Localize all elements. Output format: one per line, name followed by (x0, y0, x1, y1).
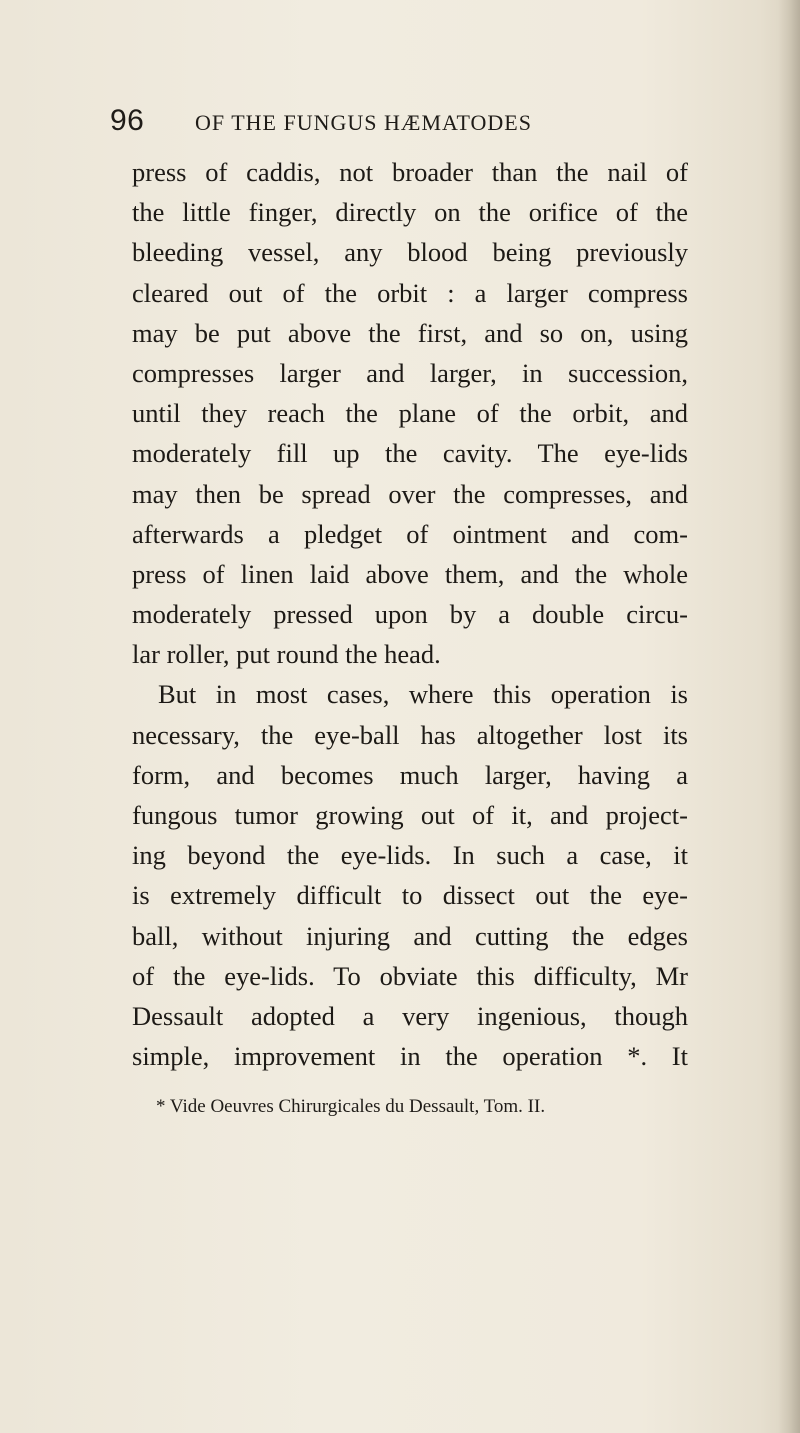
running-title: OF THE FUNGUS HÆMATODES (195, 110, 532, 135)
text-line: afterwards a pledget of ointment and com- (132, 518, 688, 549)
text-line: until they reach the plane of the orbit, and (132, 398, 688, 429)
text-line: bleeding vessel, any blood being previously (132, 237, 688, 268)
text-line: ball, without injuring and cutting the edges (132, 920, 688, 951)
text-line: is extremely difficult to dissect out the eye- (132, 880, 688, 911)
text-line: simple, improvement in the operation *. It (132, 1041, 688, 1072)
text-line: compresses larger and larger, in succession, (132, 357, 688, 388)
footnote: * Vide Oeuvres Chirurgicales du Dessault, Tom. II. (156, 1096, 546, 1117)
text-line: may be put above the first, and so on, using (132, 317, 688, 348)
paragraph-start-line: But in most cases, where this operation is (158, 679, 688, 710)
text-line: of the eye-lids. To obviate this difficulty, Mr (132, 960, 688, 991)
paragraph-end-line: lar roller, put round the head. (132, 639, 441, 670)
running-header (110, 104, 610, 136)
text-line: press of linen laid above them, and the whole (132, 558, 688, 589)
text-line: moderately pressed upon by a double circu- (132, 599, 688, 630)
text-line: may then be spread over the compresses, and (132, 478, 688, 509)
page-edge-shadow (778, 0, 800, 1433)
text-line: ing beyond the eye-lids. In such a case, it (132, 840, 688, 871)
text-line: the little finger, directly on the orifice of the (132, 197, 688, 228)
text-line: fungous tumor growing out of it, and project- (132, 800, 688, 830)
text-line: moderately fill up the cavity. The eye-lids (132, 438, 688, 469)
page-number: 96 (110, 104, 145, 137)
text-line: press of caddis, not broader than the nail of (132, 157, 688, 187)
text-line: form, and becomes much larger, having a (132, 759, 688, 790)
text-line: necessary, the eye-ball has altogether lost its (132, 719, 688, 750)
text-line: Dessault adopted a very ingenious, though (132, 1000, 688, 1031)
text-line: cleared out of the orbit : a larger compress (132, 277, 688, 308)
body-text (132, 152, 688, 1076)
